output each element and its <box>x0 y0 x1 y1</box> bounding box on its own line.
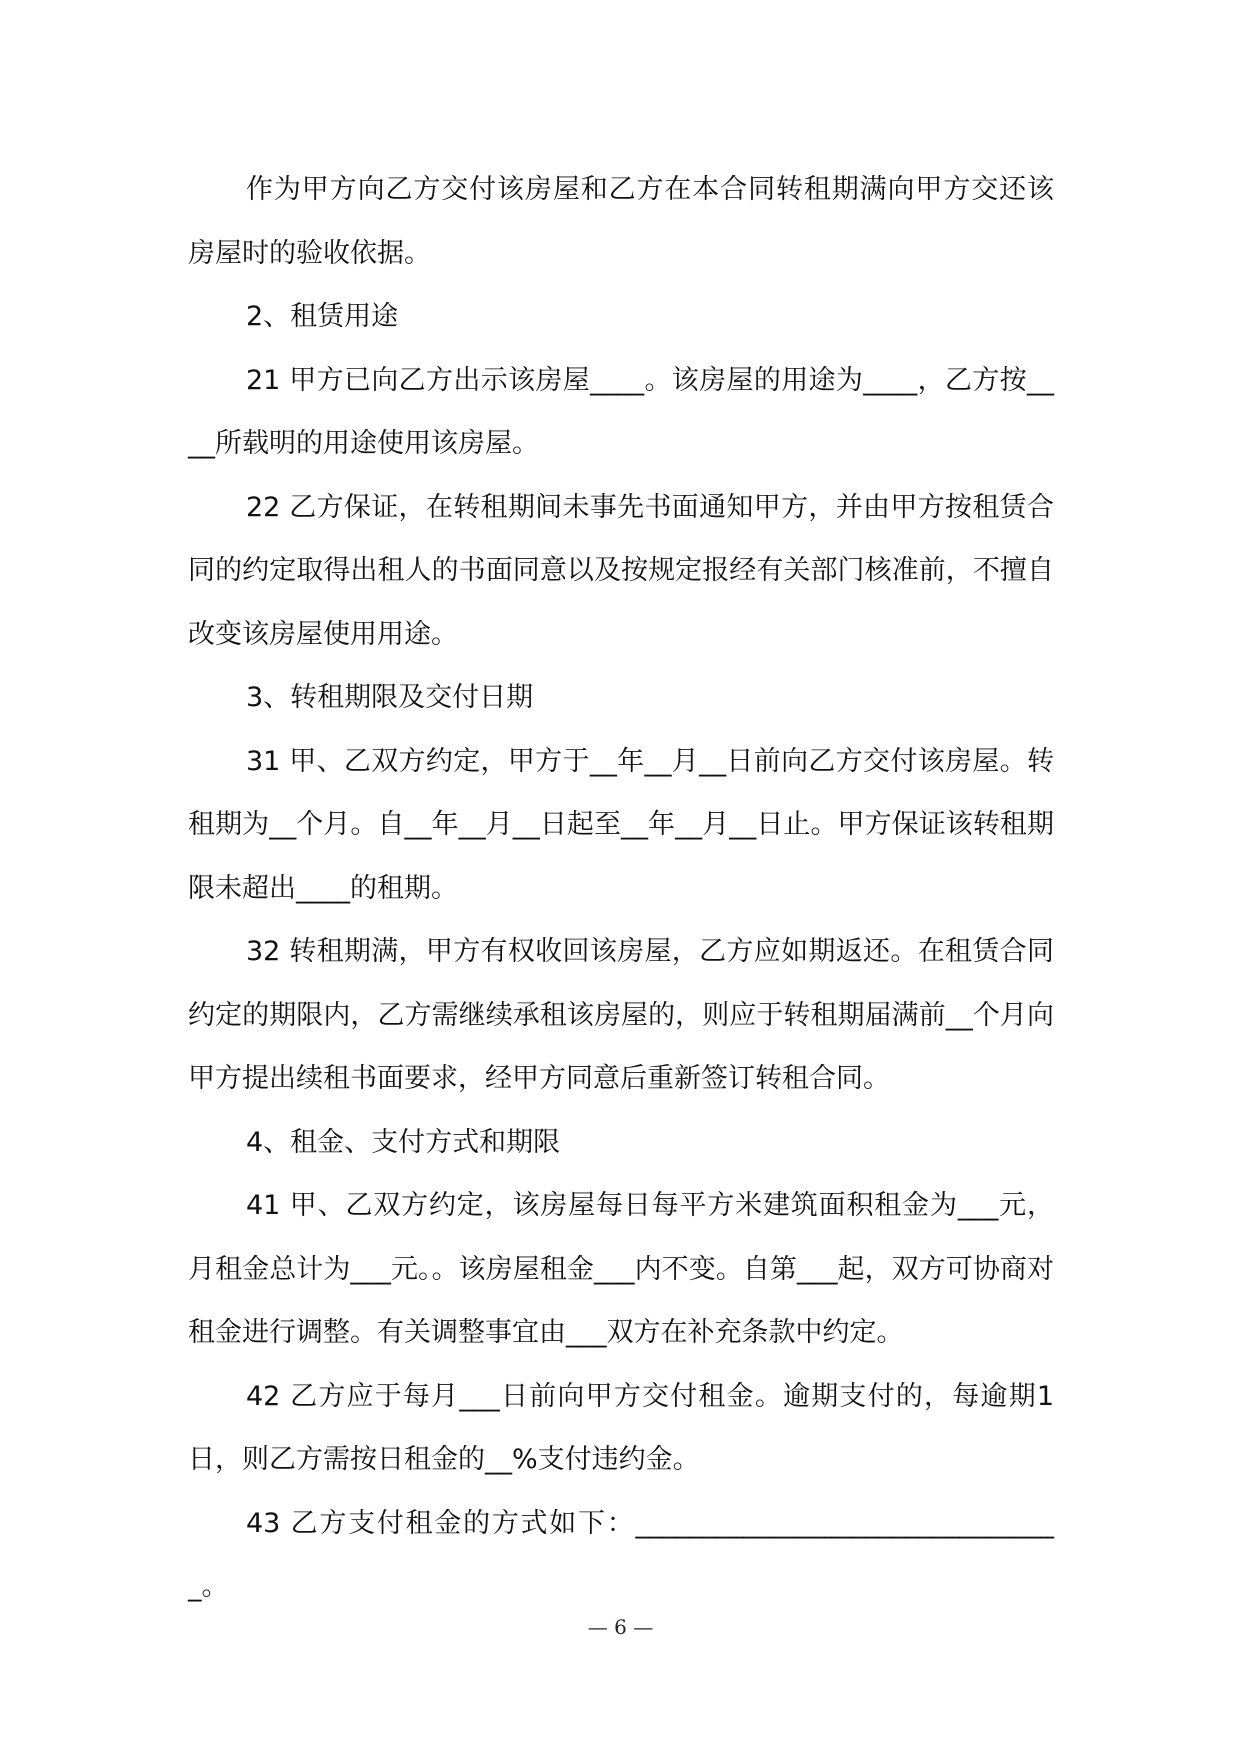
clause-3-2: 32 转租期满，甲方有权收回该房屋，乙方应如期返还。在租赁合同约定的期限内，乙方需继续承租该房屋的，则应于转租期届满前__个月向甲方提出续租书面要求，经甲方同意后重新签订转租合同。 <box>188 936 1054 1094</box>
clause-3-1: 31 甲、乙双方约定，甲方于__年__月__日前向乙方交付该房屋。转租期为__个月。自__年__月__日起至__年__月__日止。甲方保证该转租期限未超出____的租期。 <box>188 745 1054 904</box>
section-heading-sublease-term: 3、转租期限及交付日期 <box>246 682 534 713</box>
clause-4-1: 41 甲、乙双方约定，该房屋每日每平方米建筑面积租金为___元，月租金总计为___元。。该房屋租金___内不变。自第___起，双方可协商对租金进行调整。有关调整事宜由___双方在补充条款中约定。 <box>188 1190 1054 1348</box>
page-number: — 6 — <box>587 1615 654 1639</box>
section-heading-lease-purpose: 2、租赁用途 <box>246 301 399 332</box>
clause-4-3: 43 乙方支付租金的方式如下：________________________________。 <box>188 1507 1054 1602</box>
paragraph-acceptance-basis: 作为甲方向乙方交付该房屋和乙方在本合同转租期满向甲方交还该房屋时的验收依据。 <box>188 174 1054 269</box>
clause-4-2: 42 乙方应于每月___日前向甲方交付租金。逾期支付的，每逾期1日，则乙方需按日租金的__%支付违约金。 <box>188 1380 1054 1475</box>
clause-2-2: 22 乙方保证，在转租期间未事先书面通知甲方，并由甲方按租赁合同的约定取得出租人的书面同意以及按规定报经有关部门核准前，不擅自改变该房屋使用用途。 <box>188 491 1054 650</box>
document-body <box>188 158 1054 1619</box>
clause-2-1: 21 甲方已向乙方出示该房屋____。该房屋的用途为____，乙方按____所载明的用途使用该房屋。 <box>188 364 1054 459</box>
section-heading-rent-payment: 4、租金、支付方式和期限 <box>246 1126 561 1158</box>
